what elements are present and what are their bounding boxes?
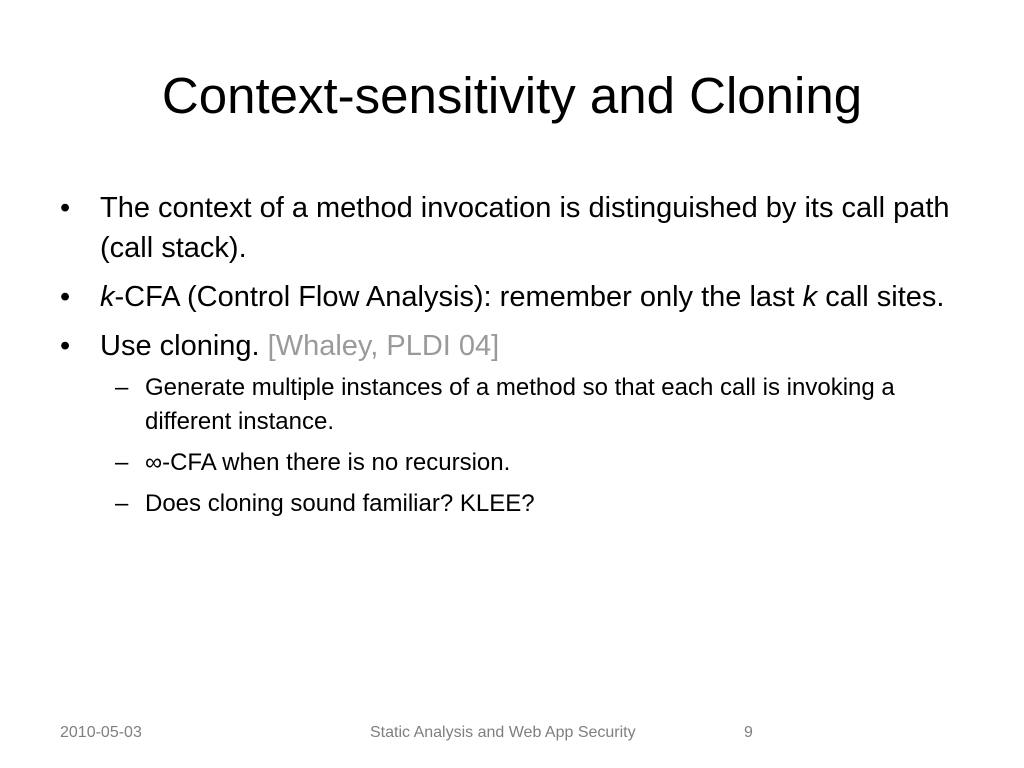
slide-title: Context-sensitivity and Cloning [161,67,863,124]
bullet-marker: • [60,281,71,313]
page-number: 9 [744,724,753,741]
dash-marker: – [115,449,129,476]
bullet-item [60,188,960,268]
sub-bullet-item [115,487,960,521]
dash-marker: – [115,490,129,517]
sub-bullet-text: Does cloning sound familiar? KLEE? [145,490,535,517]
slide-content [60,188,960,528]
bullet-text: Use cloning. [100,330,268,362]
bullet-text: The context of a method invocation is distinguished by its call path (call stack). [100,192,950,264]
footer-date: 2010-05-03 [60,724,142,741]
bullet-item [60,277,960,317]
sub-bullet-item [115,446,960,480]
dash-marker: – [115,374,129,401]
footer-title: Static Analysis and Web App Security [370,724,636,741]
bullet-marker: • [60,330,71,362]
sub-bullet-text: Generate multiple instances of a method so that each call is invoking a different instance. [145,374,895,435]
bullet-text-mid: -CFA (Control Flow Analysis): remember only the last [114,281,803,313]
citation-reference: [Whaley, PLDI 04] [267,330,500,362]
bullet-item [60,326,960,366]
bullet-text [100,281,945,313]
bullet-marker: • [60,192,71,224]
sub-bullet-text: ∞-CFA when there is no recursion. [145,449,511,476]
sub-bullet-item [115,371,960,439]
sub-bullet-list [60,371,960,521]
bullet-text-end: call sites. [817,281,945,313]
italic-k: k [802,281,818,313]
italic-k: k [100,281,115,313]
